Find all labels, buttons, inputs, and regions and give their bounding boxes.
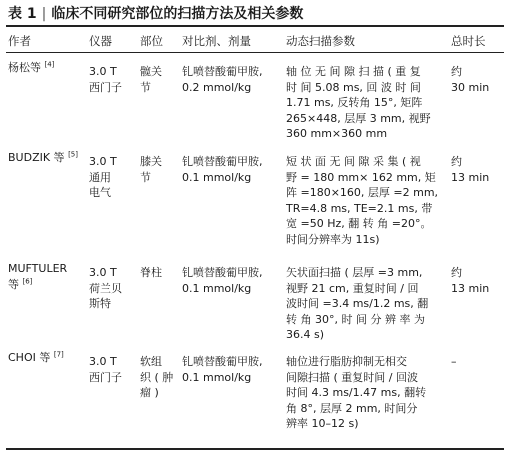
- reference-marker: [5]: [68, 150, 78, 159]
- row-4-contrast: 钆喷替酸葡甲胺, 0.1 mmol/kg: [182, 355, 263, 384]
- header-author: 作者: [8, 34, 31, 48]
- row-1-device: 3.0 T 西门子: [89, 65, 122, 94]
- row-3-duration: 约 13 min: [451, 266, 490, 295]
- table-title: [8, 2, 303, 26]
- author-name: MUFTULER 等: [8, 262, 68, 291]
- reference-marker: [6]: [22, 276, 33, 285]
- row-2-site: 膝关 节: [140, 155, 162, 184]
- header-params: 动态扫描参数: [286, 34, 355, 48]
- author-name: CHOI 等: [8, 351, 51, 364]
- header-contrast: 对比剂、剂量: [182, 34, 251, 48]
- table-caption: 临床不同研究部位的扫描方法及相关参数: [51, 6, 304, 22]
- row-1-duration: 约 30 min: [451, 65, 490, 94]
- table-number: 表 1: [8, 6, 37, 22]
- reference-marker: [7]: [53, 350, 64, 359]
- row-2-params: 短 状 面 无 间 隙 采 集 ( 视 野 = 180 mm× 162 mm, 矩 阵 =180×160, 层厚 =2 mm, TR=4.8 ms, TE=2.1 ms, 带 宽 =50 Hz, 翻 转 角 =20°。 时间分辨率为 11s): [286, 155, 439, 246]
- bottom-rule: [6, 448, 504, 450]
- row-1-author: [8, 60, 54, 76]
- row-1-site: 髋关 节: [140, 65, 162, 94]
- header-device: 仪器: [89, 34, 112, 48]
- row-1-params: 轴 位 无 间 隙 扫 描 ( 重 复 时 间 5.08 ms, 回 波 时 间 1.71 ms, 反转角 15°, 矩阵 265×448, 层厚 3 mm, 视野 360 mm×360 mm: [286, 65, 431, 140]
- row-2-device: 3.0 T 通用 电气: [89, 155, 117, 199]
- header-duration: 总时长: [451, 34, 486, 48]
- row-4-duration: –: [451, 355, 457, 368]
- row-1-contrast: 钆喷替酸葡甲胺, 0.2 mmol/kg: [182, 65, 263, 94]
- row-3-contrast: 钆喷替酸葡甲胺, 0.1 mmol/kg: [182, 266, 263, 295]
- title-separator: |: [41, 6, 47, 22]
- row-3-device: 3.0 T 荷兰贝 斯特: [89, 266, 122, 310]
- header-rule: [6, 52, 504, 53]
- row-2-contrast: 钆喷替酸葡甲胺, 0.1 mmol/kg: [182, 155, 263, 184]
- row-4-device: 3.0 T 西门子: [89, 355, 122, 384]
- row-4-author: [8, 350, 64, 366]
- row-2-duration: 约 13 min: [451, 155, 490, 184]
- reference-marker: [4]: [44, 60, 55, 69]
- top-rule: [6, 25, 504, 27]
- author-name: 杨松等: [8, 61, 41, 74]
- header-site: 部位: [140, 34, 163, 48]
- row-2-author: [8, 150, 78, 166]
- row-4-params: 轴位进行脂肪抑制无相交 间隙扫描 ( 重复时间 / 回波 时间 4.3 ms/1.47 ms, 翻转 角 8°, 层厚 2 mm, 时间分 辨率 10–12 s): [286, 355, 427, 430]
- author-name: BUDZIK 等: [8, 151, 65, 164]
- row-4-site: 软组 织 ( 肿 瘤 ): [140, 355, 174, 399]
- row-3-site: 脊柱: [140, 266, 162, 279]
- row-3-params: 矢状面扫描 ( 层厚 =3 mm, 视野 21 cm, 重复时间 / 回 波时间 =3.4 ms/1.2 ms, 翻 转 角 30°, 时 间 分 辨 率 为 36.4 s): [286, 266, 429, 341]
- row-3-author: [8, 261, 67, 292]
